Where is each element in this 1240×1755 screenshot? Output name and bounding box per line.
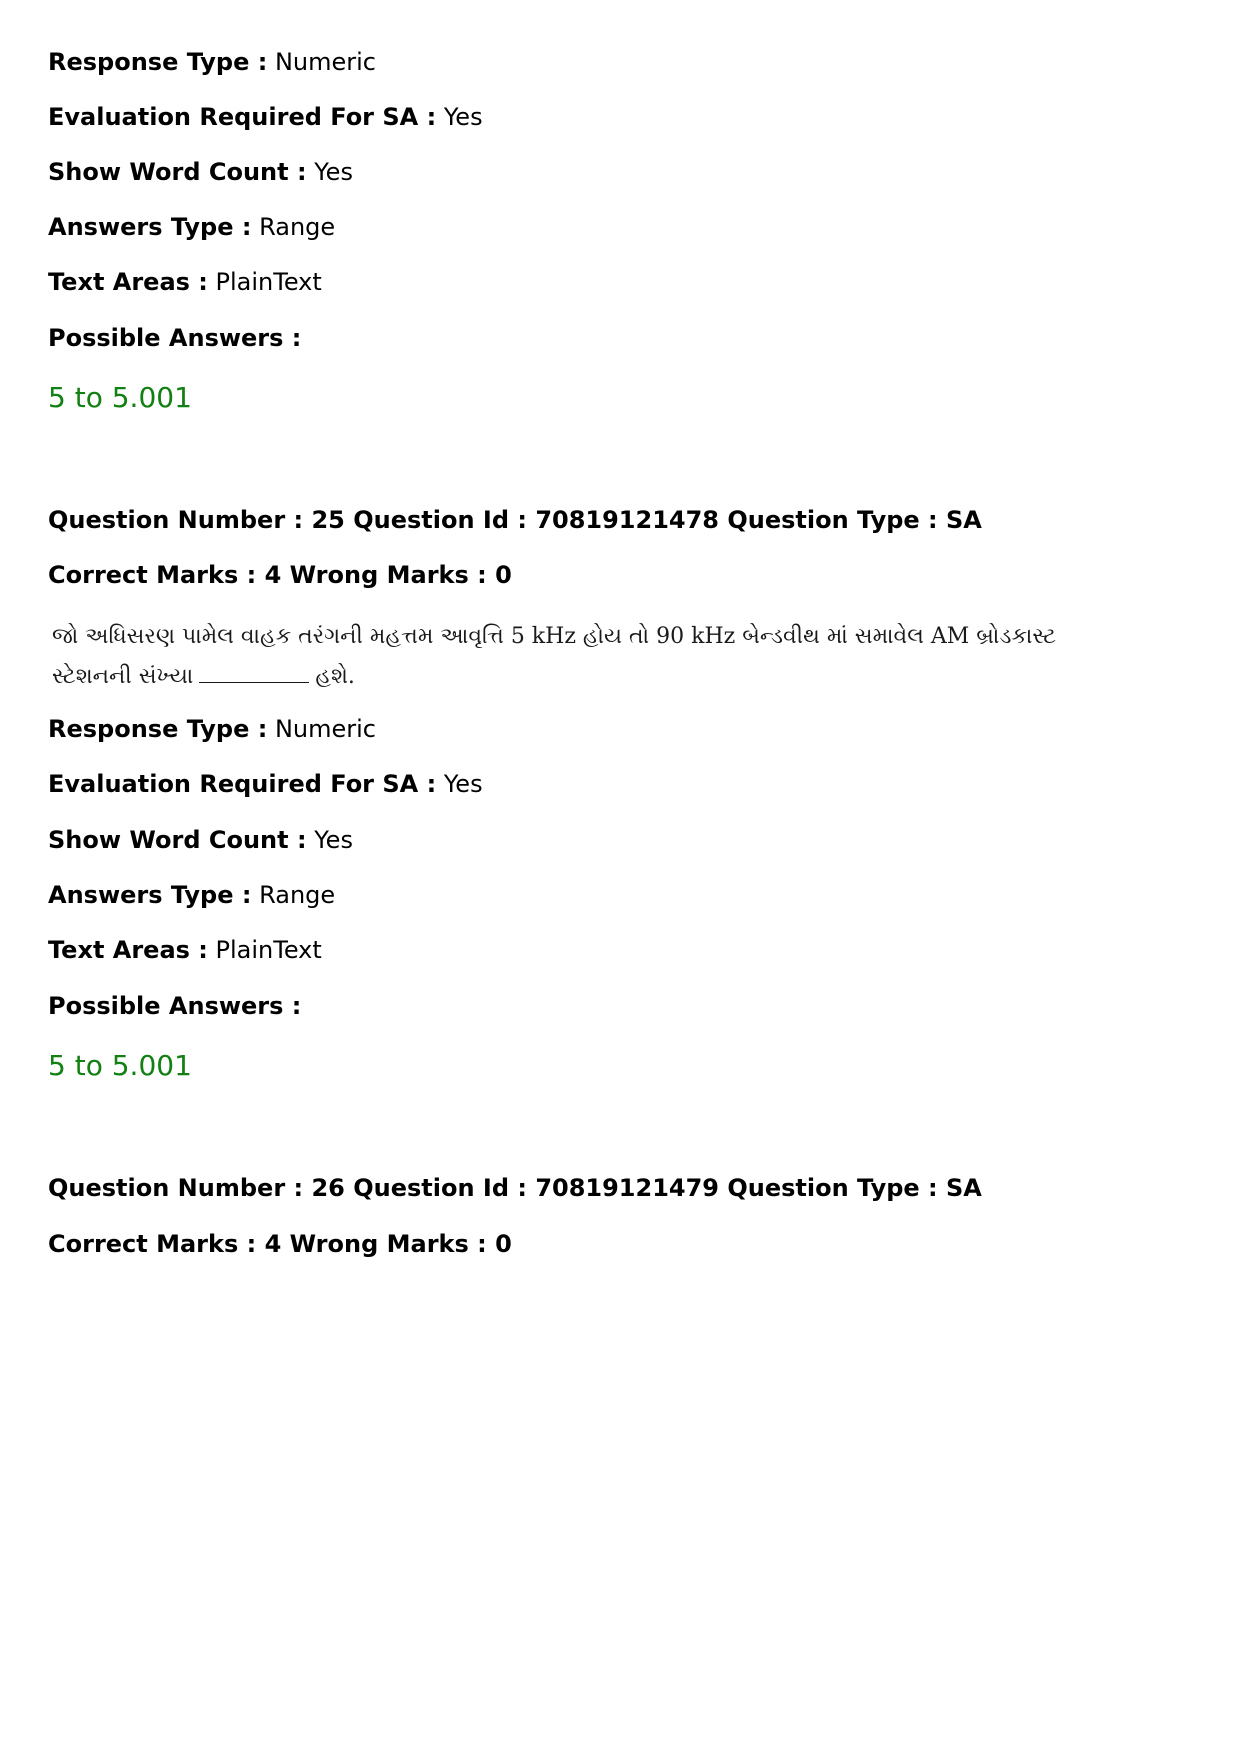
evaluation-required-value: Yes: [443, 770, 483, 798]
question-text-line-1: જો અધિસરણ પામેલ વાહક તરંગની મહત્તમ આવૃત્તિ 5 kHz હોય તો 90 kHz બેન્ડવીથ માં સમાવેલ AM બ્રોડકાસ્ટ: [52, 624, 1057, 649]
response-type-value: Numeric: [274, 715, 376, 743]
possible-answer-value: 5 to 5.001: [48, 381, 192, 414]
text-areas-row: [48, 934, 322, 966]
answers-type-label: Answers Type :: [48, 213, 252, 241]
possible-answers-label: Possible Answers :: [48, 992, 302, 1020]
show-word-count-value: Yes: [314, 158, 353, 186]
possible-answers-row: [48, 990, 301, 1022]
show-word-count-value: Yes: [314, 826, 353, 854]
answers-type-value: Range: [259, 881, 336, 909]
response-type-value: Numeric: [274, 48, 376, 76]
text-areas-label: Text Areas :: [48, 936, 208, 964]
question-header: Question Number : 26 Question Id : 70819121479 Question Type : SA: [48, 1174, 982, 1202]
response-type-label: Response Type :: [48, 48, 268, 76]
evaluation-required-row: [48, 768, 483, 800]
response-type-label: Response Type :: [48, 715, 268, 743]
evaluation-required-label: Evaluation Required For SA :: [48, 770, 437, 798]
response-type-row: [48, 46, 376, 78]
question-text: [52, 617, 1056, 697]
text-areas-value: PlainText: [215, 268, 322, 296]
answers-type-row: [48, 211, 335, 243]
text-areas-row: [48, 266, 322, 298]
show-word-count-label: Show Word Count :: [48, 826, 307, 854]
text-areas-label: Text Areas :: [48, 268, 208, 296]
evaluation-required-row: [48, 101, 483, 133]
show-word-count-row: [48, 824, 353, 856]
evaluation-required-value: Yes: [443, 103, 483, 131]
text-areas-value: PlainText: [215, 936, 322, 964]
question-marks: Correct Marks : 4 Wrong Marks : 0: [48, 561, 512, 589]
show-word-count-label: Show Word Count :: [48, 158, 307, 186]
answers-type-value: Range: [259, 213, 336, 241]
question-text-line-2-start: સ્ટેશનની સંખ્યા: [52, 664, 194, 689]
answer-blank: [199, 664, 309, 683]
answers-type-label: Answers Type :: [48, 881, 252, 909]
response-type-row: [48, 713, 376, 745]
question-text-line-2: [52, 657, 1056, 697]
question-header: Question Number : 25 Question Id : 70819121478 Question Type : SA: [48, 506, 982, 534]
answers-type-row: [48, 879, 335, 911]
possible-answer-value: 5 to 5.001: [48, 1049, 192, 1082]
question-text-line-2-end: હશે.: [315, 664, 355, 689]
question-marks: Correct Marks : 4 Wrong Marks : 0: [48, 1230, 512, 1258]
show-word-count-row: [48, 156, 353, 188]
possible-answers-label: Possible Answers :: [48, 324, 302, 352]
possible-answers-row: [48, 322, 301, 354]
evaluation-required-label: Evaluation Required For SA :: [48, 103, 437, 131]
